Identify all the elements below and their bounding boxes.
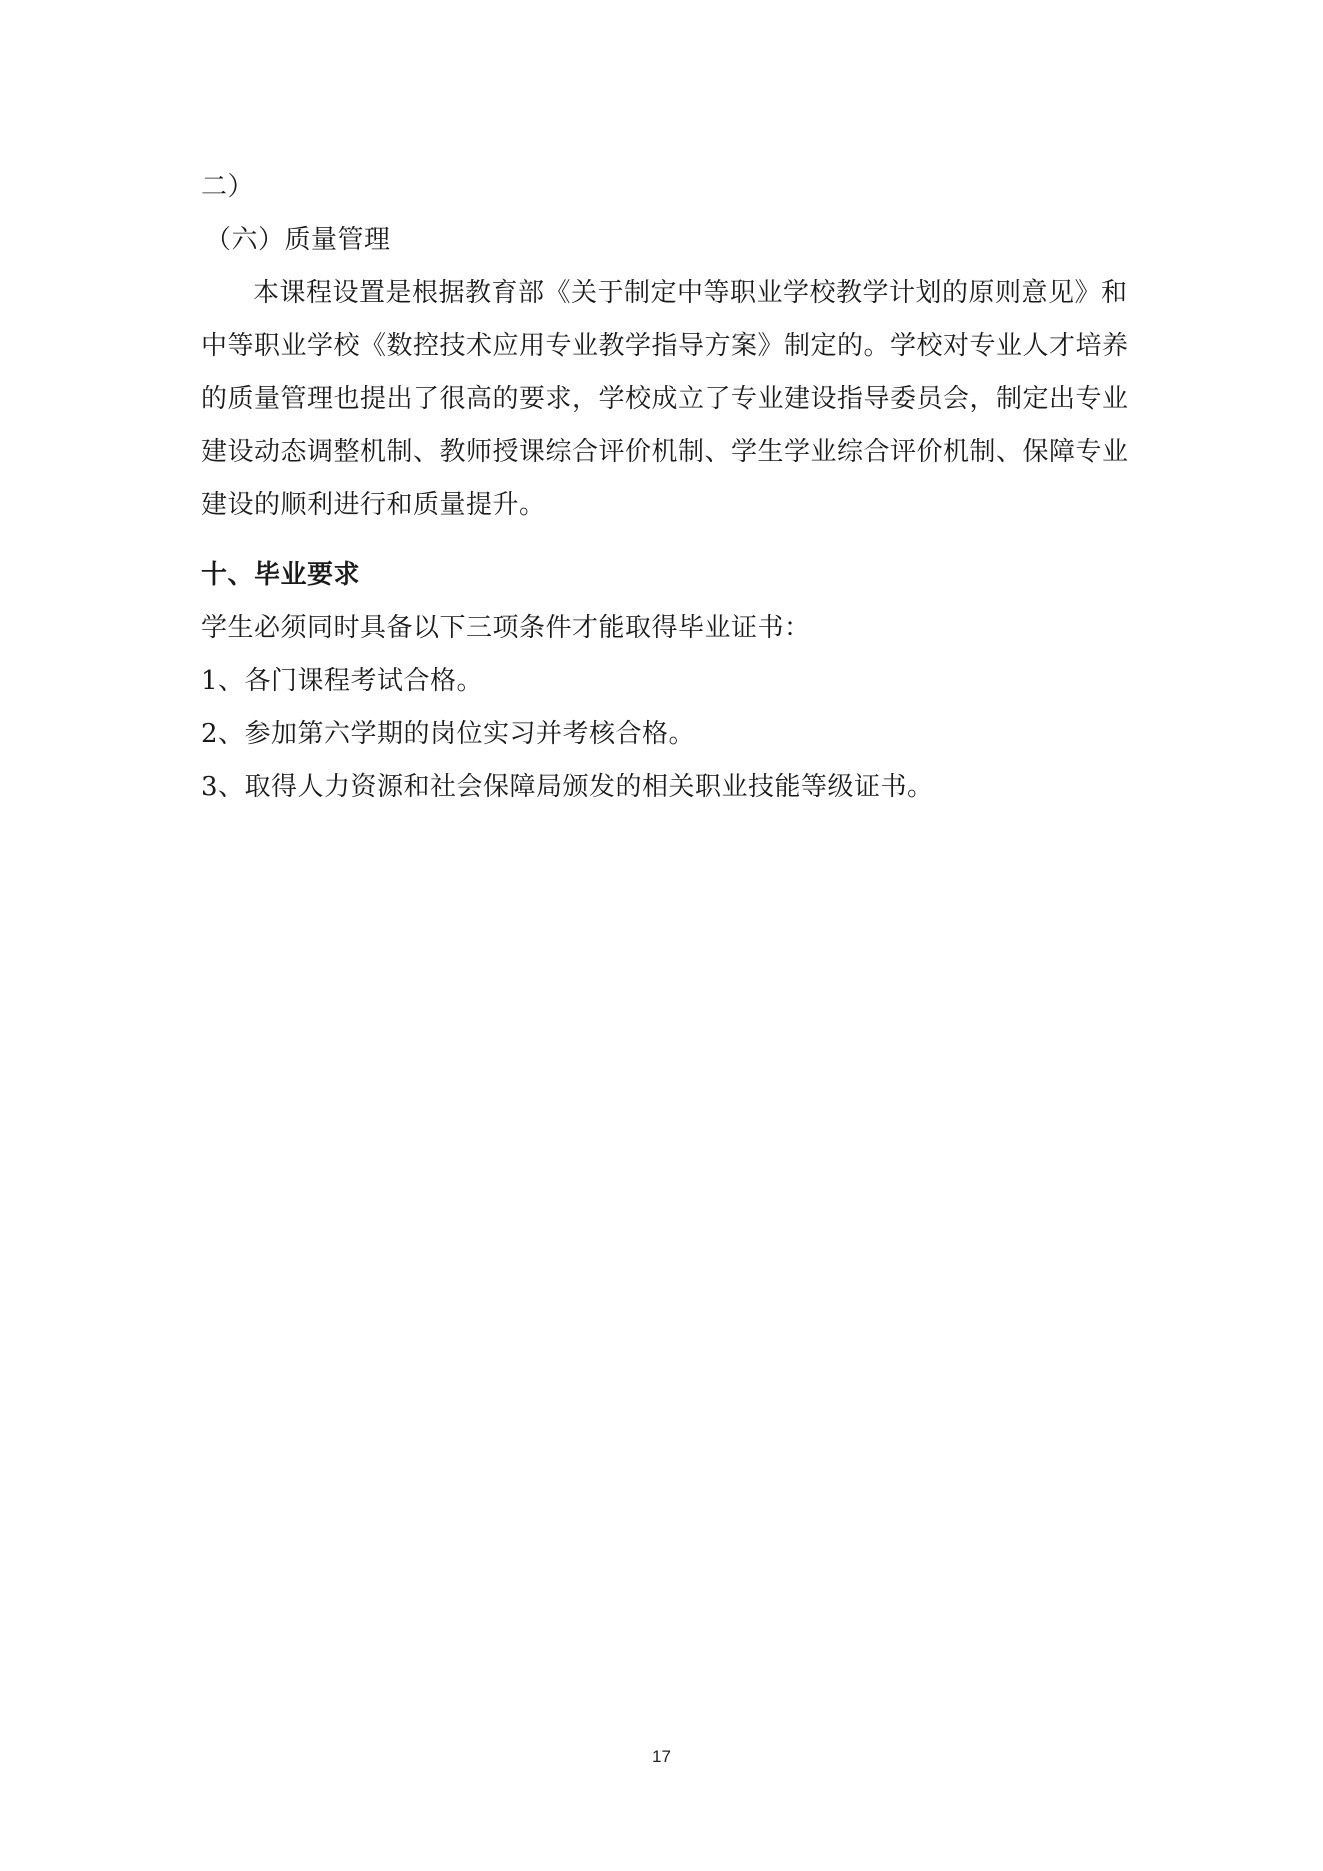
- paragraph-line-2: 中等职业学校《数控技术应用专业教学指导方案》制定的。学校对专业人才培养: [201, 331, 1129, 361]
- paragraph-line-4: 建设动态调整机制、教师授课综合评价机制、学生学业综合评价机制、保障专业: [201, 437, 1129, 467]
- graduation-item-1: 1、各门课程考试合格。: [201, 666, 484, 696]
- paragraph-line-1: 本课程设置是根据教育部《关于制定中等职业学校教学计划的原则意见》和: [253, 278, 1128, 308]
- graduation-item-2: 2、参加第六学期的岗位实习并考核合格。: [201, 719, 696, 749]
- subsection-heading-quality: （六）质量管理: [205, 225, 391, 255]
- paragraph-line-5: 建设的顺利进行和质量提升。: [201, 490, 546, 520]
- section-heading-graduation: 十、毕业要求: [201, 560, 361, 590]
- graduation-item-3: 3、取得人力资源和社会保障局颁发的相关职业技能等级证书。: [201, 772, 934, 802]
- paragraph-line-3: 的质量管理也提出了很高的要求，学校成立了专业建设指导委员会，制定出专业: [201, 384, 1129, 414]
- graduation-intro: 学生必须同时具备以下三项条件才能取得毕业证书：: [201, 613, 811, 643]
- page-number: 17: [652, 1747, 671, 1766]
- carryover-text: 二）: [201, 172, 255, 202]
